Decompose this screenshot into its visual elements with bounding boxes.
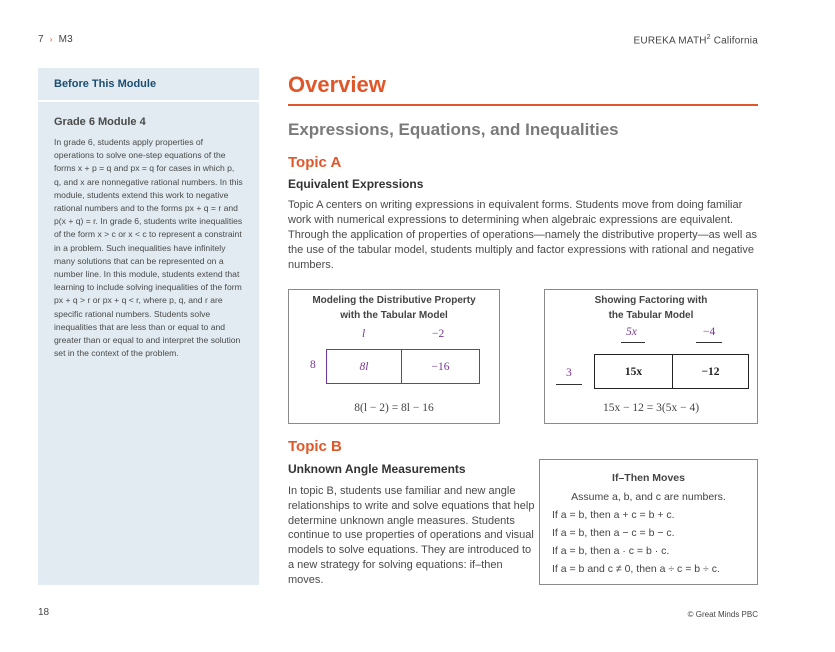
brand-name: EUREKA MATH: [633, 35, 707, 47]
module-label: M3: [58, 34, 73, 45]
topic-a-body: Topic A centers on writing expressions in equivalent forms. Students move from doing familiar work with numerical expressions to determining when algebraic expressions are equivalent. Through the application of properties of operations—namely the distributive property—as well as the use of the tabular model, students multiply and factor expressions with rational and negative numbers.: [288, 199, 757, 271]
before-module-sidebar: [38, 68, 259, 585]
factoring-col2-label: −4: [703, 326, 716, 338]
sidebar-heading: Before This Module: [38, 68, 259, 102]
if-then-rule-add: If a = b, then a + c = b + c.: [552, 509, 675, 521]
distributive-table: [326, 349, 480, 384]
running-header-right: [634, 34, 758, 46]
factoring-row-blank: [556, 384, 582, 385]
title-rule: [288, 104, 758, 106]
distributive-row-label: 8: [310, 359, 316, 371]
factoring-cell-2: −12: [701, 365, 720, 378]
topic-b-label: Topic B: [288, 438, 342, 455]
factoring-col1-blank: [621, 342, 645, 343]
distributive-title-line2: with the Tabular Model: [340, 310, 448, 321]
factoring-row-label: 3: [566, 367, 572, 379]
grade-label: 7: [38, 34, 44, 45]
distributive-cell-1: 8l: [327, 350, 402, 383]
topic-b-body: In topic B, students use familiar and new angle relationships to write and solve equations that help determine unknown angle measures. Students continue to use properties of operations and visual models to solve equations. They are introduced to a new strategy for solving equations: if–then moves.: [288, 485, 535, 586]
topic-a-label: Topic A: [288, 154, 342, 171]
distributive-equation: 8(l − 2) = 8l − 16: [354, 402, 434, 414]
page-title: Overview: [288, 72, 386, 97]
factoring-col1-label: 5x: [626, 326, 637, 338]
main-content: [288, 72, 758, 273]
if-then-rule-subtract: If a = b, then a − c = b − c.: [552, 527, 675, 539]
factoring-title-line1: Showing Factoring with: [594, 295, 708, 306]
distributive-cell-2: −16: [431, 360, 450, 373]
running-header-left: [38, 34, 73, 45]
factoring-cell-1: 15x: [595, 355, 673, 388]
if-then-rule-multiply: If a = b, then a · c = b · c.: [552, 545, 670, 557]
factoring-table: [594, 354, 749, 389]
sidebar-body: In grade 6, students apply properties of operations to solve one-step equations of the forms x + p = q and px = q for cases in which p, q, and x are nonnegative rational numbers. In this module, students extend this work to negative rational numbers and to the forms px + q = r and p(x + q) = r. In grade 6, students write inequalities of the form x > c or x < c to represent a constraint in a problem. Such inequalities have infinitely many solutions that can be represented on a number line. In this module, students extend that learning to include solving inequalities of the form px + q > r or px + q < r, where p, q, and r are specific rational numbers. Students solve inequalities that are less than or equal to and greater than or equal to and interpret the solution set in the context of the problem.: [54, 137, 243, 359]
factoring-title-line2: the Tabular Model: [608, 310, 694, 321]
factoring-equation: 15x − 12 = 3(5x − 4): [602, 402, 700, 414]
if-then-intro: Assume a, b, and c are numbers.: [571, 491, 726, 503]
if-then-rule-divide: If a = b and c ≠ 0, then a ÷ c = b ÷ c.: [552, 563, 720, 575]
brand-suffix: California: [713, 35, 758, 47]
factoring-col2-blank: [696, 342, 722, 343]
distributive-title-line1: Modeling the Distributive Property: [312, 295, 476, 306]
distributive-model-box: [288, 289, 500, 424]
if-then-list: [540, 506, 757, 578]
if-then-title: If–Then Moves: [612, 472, 685, 484]
topic-a-title: Equivalent Expressions: [288, 177, 424, 191]
page-number: 18: [38, 607, 50, 618]
if-then-moves-box: [539, 459, 758, 585]
factoring-model-box: [544, 289, 758, 424]
topic-b-section: [288, 438, 538, 588]
distributive-col2-label: −2: [432, 328, 445, 340]
brand-superscript: 2: [706, 34, 711, 41]
chevron-right-icon: ›: [49, 35, 53, 44]
sidebar-subheading: Grade 6 Module 4: [54, 116, 146, 128]
copyright: © Great Minds PBC: [687, 610, 758, 619]
topic-b-title: Unknown Angle Measurements: [288, 462, 466, 476]
section-heading: Expressions, Equations, and Inequalities: [288, 120, 619, 139]
distributive-col1-label: l: [362, 328, 366, 340]
